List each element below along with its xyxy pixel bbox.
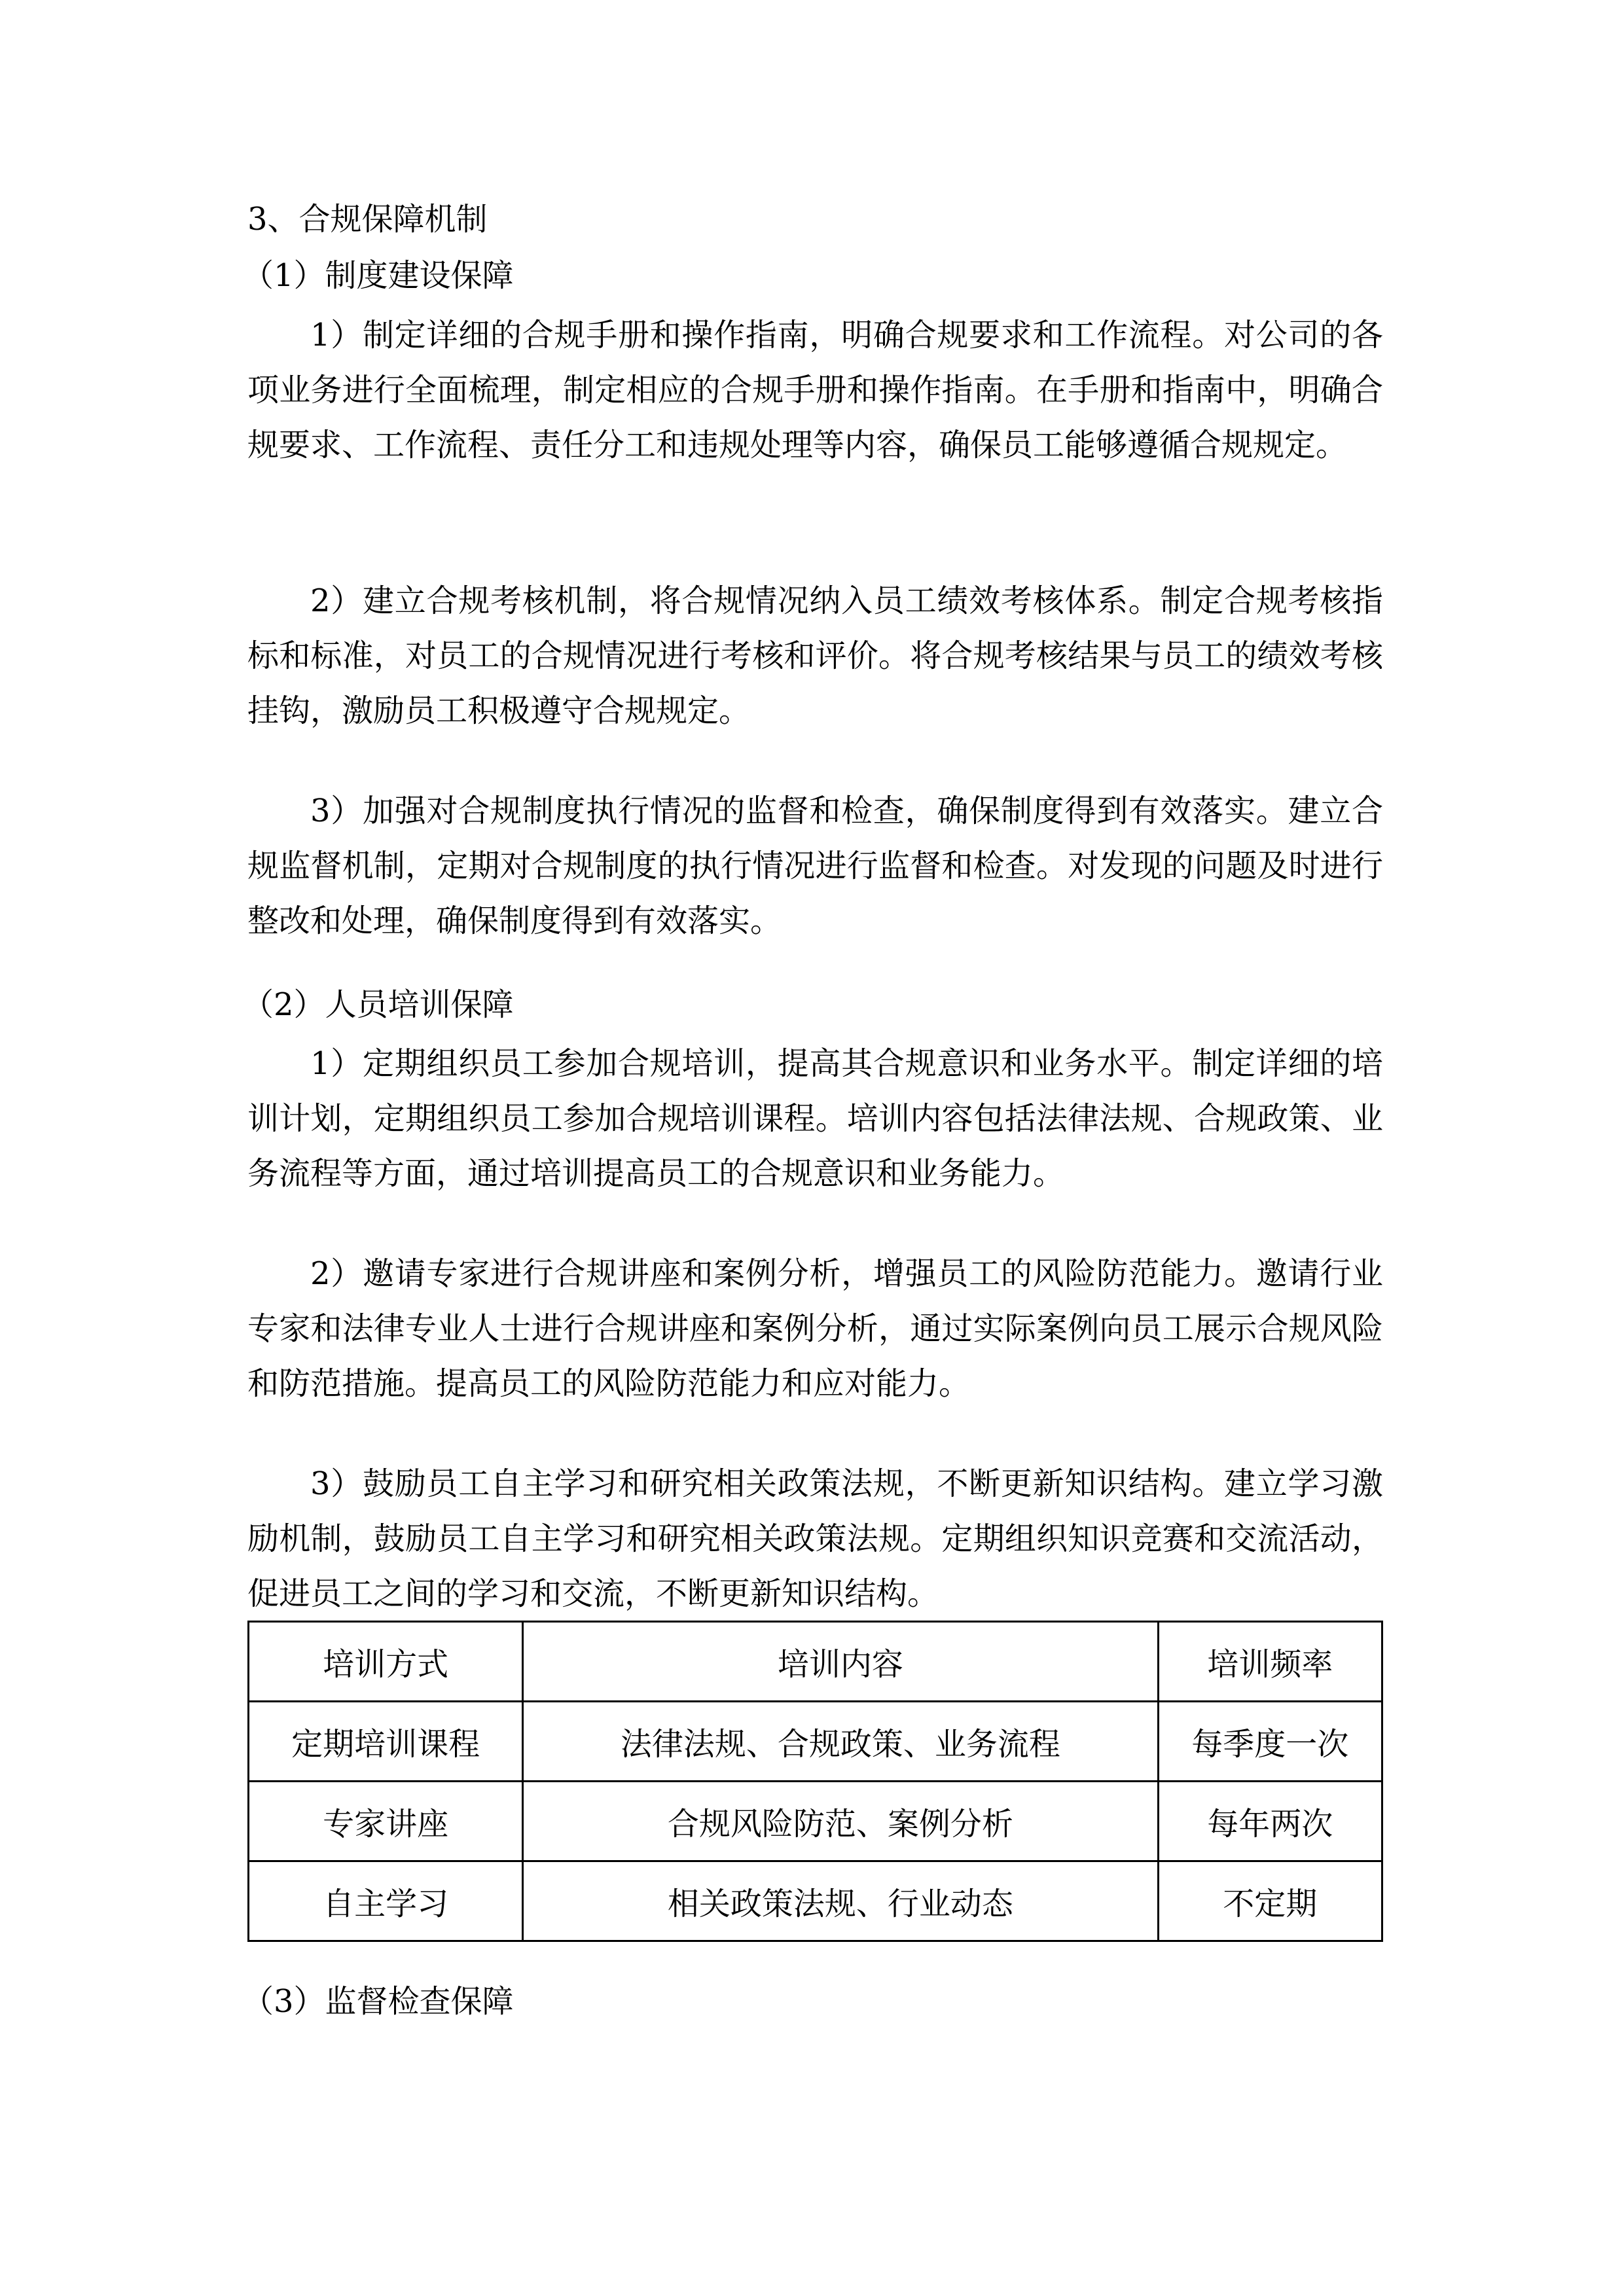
table-header-cell: 培训方式 <box>249 1622 523 1702</box>
paragraph-institution-3: 3）加强对合规制度执行情况的监督和检查，确保制度得到有效落实。建立合规监督机制，定期对合规制度的执行情况进行监督和检查。对发现的问题及时进行整改和处理，确保制度得到有效落实。 <box>247 793 1383 939</box>
table-cell: 每年两次 <box>1158 1782 1382 1861</box>
paragraph-training-3: 3）鼓励员工自主学习和研究相关政策法规，不断更新知识结构。建立学习激励机制，鼓励员工自主学习和研究相关政策法规。定期组织知识竞赛和交流活动，促进员工之间的学习和交流，不断更新知识结构。 <box>247 1465 1383 1612</box>
training-table <box>247 1621 1383 1942</box>
table-header-row <box>249 1622 1382 1702</box>
table-header-cell: 培训内容 <box>523 1622 1158 1702</box>
subsection-title-institution: （1）制度建设保障 <box>242 257 514 294</box>
table-row <box>249 1861 1382 1941</box>
table-cell: 自主学习 <box>249 1861 523 1941</box>
paragraph-institution-2: 2）建立合规考核机制，将合规情况纳入员工绩效考核体系。制定合规考核指标和标准，对员工的合规情况进行考核和评价。将合规考核结果与员工的绩效考核挂钩，激励员工积极遵守合规规定。 <box>247 583 1383 729</box>
paragraph-training-1: 1）定期组织员工参加合规培训，提高其合规意识和业务水平。制定详细的培训计划，定期组织员工参加合规培训课程。培训内容包括法律法规、合规政策、业务流程等方面，通过培训提高员工的合规意识和业务能力。 <box>247 1045 1383 1192</box>
table-cell: 不定期 <box>1158 1861 1382 1941</box>
table-cell: 法律法规、合规政策、业务流程 <box>523 1702 1158 1782</box>
table-cell: 专家讲座 <box>249 1782 523 1861</box>
section-title: 3、合规保障机制 <box>247 201 488 238</box>
table-row <box>249 1702 1382 1782</box>
table-row <box>249 1782 1382 1861</box>
table-cell: 每季度一次 <box>1158 1702 1382 1782</box>
table-cell: 合规风险防范、案例分析 <box>523 1782 1158 1861</box>
paragraph-training-2: 2）邀请专家进行合规讲座和案例分析，增强员工的风险防范能力。邀请行业专家和法律专业人士进行合规讲座和案例分析，通过实际案例向员工展示合规风险和防范措施。提高员工的风险防范能力和应对能力。 <box>247 1255 1383 1402</box>
paragraph-institution-1: 1）制定详细的合规手册和操作指南，明确合规要求和工作流程。对公司的各项业务进行全面梳理，制定相应的合规手册和操作指南。在手册和指南中，明确合规要求、工作流程、责任分工和违规处理等内容，确保员工能够遵循合规规定。 <box>247 317 1383 463</box>
subsection-title-supervision: （3）监督检查保障 <box>242 1983 514 2020</box>
table-cell: 定期培训课程 <box>249 1702 523 1782</box>
table-cell: 相关政策法规、行业动态 <box>523 1861 1158 1941</box>
subsection-title-training: （2）人员培训保障 <box>242 986 514 1023</box>
table-header-cell: 培训频率 <box>1158 1622 1382 1702</box>
